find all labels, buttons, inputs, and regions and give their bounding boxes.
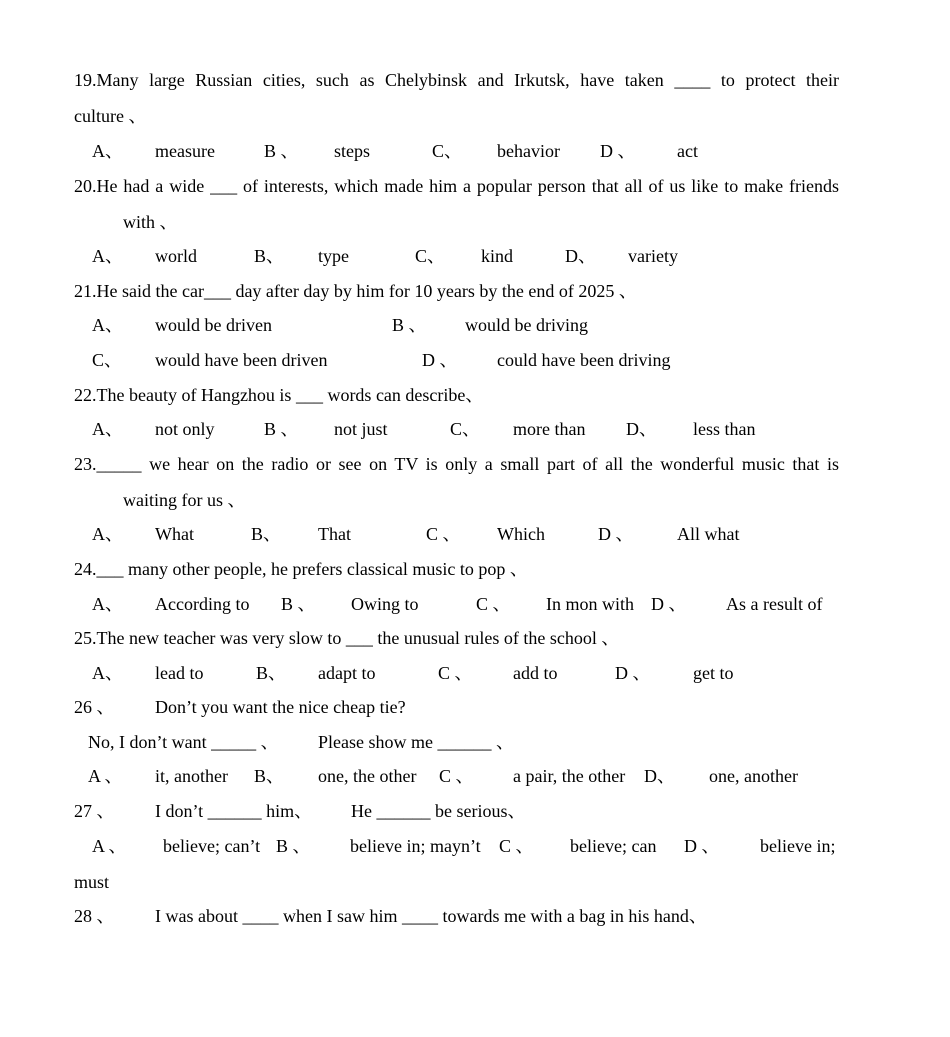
question-26-options — [74, 764, 874, 788]
question-27-options — [74, 834, 874, 858]
option-letter: D 、 — [651, 594, 687, 614]
option-letter: D 、 — [684, 836, 720, 856]
option-letter: A、 — [92, 419, 123, 439]
option-letter: B、 — [251, 524, 282, 544]
option-letter: C 、 — [499, 836, 534, 856]
option-text: a pair, the other — [513, 766, 626, 786]
option-letter: A 、 — [88, 766, 123, 786]
question-27-stem — [74, 799, 874, 823]
option-letter: C、 — [415, 246, 446, 266]
question-23-stem-cont: waiting for us 、 — [123, 490, 246, 510]
option-text: add to — [513, 663, 558, 683]
option-letter: D、 — [565, 246, 596, 266]
option-text: would be driven — [155, 315, 272, 335]
option-text: believe; can — [570, 836, 657, 856]
option-text: Which — [497, 524, 545, 544]
option-letter: C 、 — [476, 594, 511, 614]
option-text: less than — [693, 419, 756, 439]
option-letter: D 、 — [615, 663, 651, 683]
question-23-stem: 23._____ we hear on the radio or see on TV is only a small part of all the wonderful music that is — [74, 454, 839, 474]
option-letter: D、 — [644, 766, 675, 786]
reply-part: No, I don’t want _____ 、 — [88, 732, 279, 752]
question-23-options — [74, 522, 874, 546]
question-part: I don’t ______ him、 — [155, 801, 313, 821]
option-letter: A、 — [92, 246, 123, 266]
option-text: adapt to — [318, 663, 376, 683]
option-letter: D 、 — [598, 524, 634, 544]
option-text: steps — [334, 141, 370, 161]
option-letter: B 、 — [264, 141, 299, 161]
question-number: 28 、 — [74, 906, 115, 926]
option-text: behavior — [497, 141, 560, 161]
option-letter: A、 — [92, 315, 123, 335]
option-text: it, another — [155, 766, 228, 786]
option-letter: C、 — [450, 419, 481, 439]
question-22-stem: 22.The beauty of Hangzhou is ___ words can describe、 — [74, 385, 484, 405]
option-text: more than — [513, 419, 586, 439]
option-text: In mon with — [546, 594, 634, 614]
question-25-stem: 25.The new teacher was very slow to ___ the unusual rules of the school 、 — [74, 628, 620, 648]
option-text: get to — [693, 663, 734, 683]
option-text: type — [318, 246, 349, 266]
option-text: one, the other — [318, 766, 417, 786]
question-19-options — [74, 139, 874, 163]
option-text: not only — [155, 419, 215, 439]
option-letter: B、 — [254, 246, 285, 266]
option-letter: A、 — [92, 524, 123, 544]
option-letter: C 、 — [426, 524, 461, 544]
option-text: measure — [155, 141, 215, 161]
option-text: would be driving — [465, 315, 588, 335]
option-text: According to — [155, 594, 250, 614]
question-prompt: Don’t you want the nice cheap tie? — [155, 697, 406, 717]
option-text: could have been driving — [497, 350, 671, 370]
question-27-options-cont: must — [74, 872, 110, 892]
question-28-stem — [74, 904, 874, 928]
option-letter: A、 — [92, 594, 123, 614]
question-20-options — [74, 244, 874, 268]
option-text: one, another — [709, 766, 798, 786]
question-number: 26 、 — [74, 697, 115, 717]
option-text: believe in; mayn’t — [350, 836, 481, 856]
question-24-options — [74, 592, 874, 616]
question-number: 27 、 — [74, 801, 115, 821]
question-26-reply — [74, 730, 874, 754]
question-25-options — [74, 661, 874, 685]
question-20-stem: 20.He had a wide ___ of interests, which made him a popular person that all of us like to make friends — [74, 176, 839, 196]
option-text: would have been driven — [155, 350, 328, 370]
option-text: What — [155, 524, 194, 544]
option-text: not just — [334, 419, 388, 439]
option-text: lead to — [155, 663, 204, 683]
option-letter: C、 — [92, 350, 123, 370]
option-letter: B 、 — [281, 594, 316, 614]
option-text: believe in; — [760, 836, 836, 856]
option-letter: B 、 — [276, 836, 311, 856]
option-letter: C、 — [432, 141, 463, 161]
option-letter: C 、 — [438, 663, 473, 683]
question-21-stem: 21.He said the car___ day after day by him for 10 years by the end of 2025 、 — [74, 281, 637, 301]
option-text: All what — [677, 524, 740, 544]
option-text: act — [677, 141, 698, 161]
question-text: I was about ____ when I saw him ____ towards me with a bag in his hand、 — [155, 906, 707, 926]
question-19-stem-cont: culture 、 — [74, 106, 147, 126]
option-text: As a result of — [726, 594, 823, 614]
question-20-stem-cont: with 、 — [123, 212, 178, 232]
option-letter: A、 — [92, 141, 123, 161]
option-letter: B 、 — [392, 315, 427, 335]
option-text: kind — [481, 246, 514, 266]
option-letter: D、 — [626, 419, 657, 439]
option-text: That — [318, 524, 351, 544]
question-26-stem — [74, 695, 874, 719]
option-letter: A 、 — [92, 836, 127, 856]
question-19-stem: 19.Many large Russian cities, such as Chelybinsk and Irkutsk, have taken ____ to protect their — [74, 70, 839, 90]
option-letter: A、 — [92, 663, 123, 683]
question-21-options-cd — [74, 348, 874, 372]
question-22-options — [74, 417, 874, 441]
question-21-options-ab — [74, 313, 874, 337]
option-text: variety — [628, 246, 678, 266]
question-24-stem: 24.___ many other people, he prefers classical music to pop 、 — [74, 559, 528, 579]
option-letter: B、 — [254, 766, 285, 786]
question-part: He ______ be serious、 — [351, 801, 526, 821]
reply-part: Please show me ______ 、 — [318, 732, 514, 752]
option-text: world — [155, 246, 197, 266]
option-letter: D 、 — [422, 350, 458, 370]
option-letter: B 、 — [264, 419, 299, 439]
option-letter: D 、 — [600, 141, 636, 161]
option-text: believe; can’t — [163, 836, 261, 856]
option-text: Owing to — [351, 594, 419, 614]
option-letter: B、 — [256, 663, 287, 683]
option-letter: C 、 — [439, 766, 474, 786]
